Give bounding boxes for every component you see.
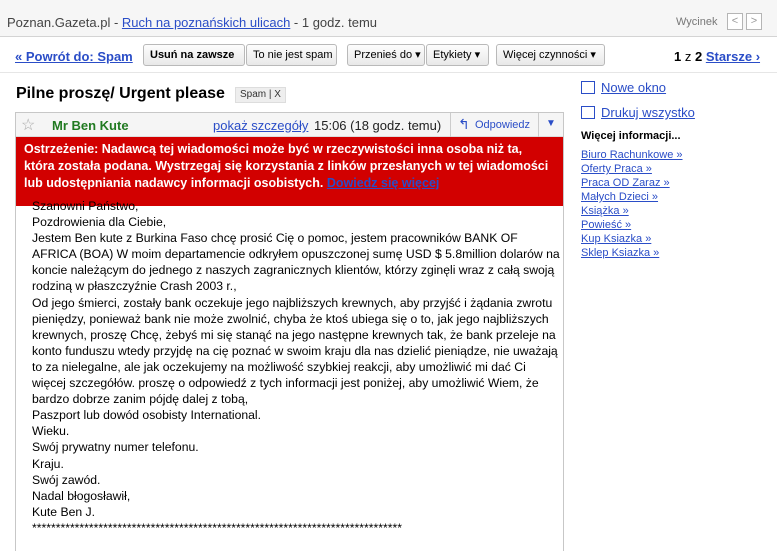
spam-label-chip[interactable]: Spam | X bbox=[235, 87, 286, 103]
print-all-label: Drukuj wszystko bbox=[601, 105, 695, 120]
sponsored-link[interactable]: Kup Ksiazka » bbox=[581, 233, 652, 245]
ad-separator: - bbox=[110, 15, 122, 30]
next-snippet-button[interactable]: > bbox=[746, 13, 762, 30]
more-info-title: Więcej informacji... bbox=[581, 130, 681, 142]
snippet-label: Wycinek bbox=[676, 16, 718, 28]
more-actions-button[interactable]: Więcej czynności ▾ bbox=[496, 44, 605, 66]
sponsored-link[interactable]: Biuro Rachunkowe » bbox=[581, 149, 683, 161]
back-to-spam-link[interactable]: « Powrót do: Spam bbox=[15, 49, 133, 64]
ad-site: Poznan.Gazeta.pl bbox=[7, 15, 111, 30]
message-subject: Pilne proszę/ Urgent please bbox=[16, 85, 225, 102]
scrollbar[interactable] bbox=[770, 73, 777, 551]
show-details-link[interactable]: pokaż szczegóły bbox=[213, 118, 309, 133]
toolbar bbox=[0, 37, 777, 73]
reply-arrow-icon: ↰ bbox=[458, 116, 470, 132]
ad-age: - 1 godz. temu bbox=[290, 15, 378, 30]
message-body: Szanowni Państwo, Pozdrowienia dla Ciebie, Jestem Ben kute z Burkina Faso chcę prosić Cię o pomoc, jestem pracowników BANK OF AFRICA (BOA) W moim departamencie odkryłem opuszczonej sumę USD $ 5.8million dolarów na koncie należącym do jednego z naszych zagranicznych klientów, którzy zginęli wraz z całą swoją rodziną w płaszczyźnie Crash 2003 r., Od jego śmierci, zostały bank oczekuje jego najbliższych krewnych, aby przyjść i żądania zwrotu pieniędzy, ponieważ bank nie może zwolnić, chyba że ktoś ubiega się o to, jak jego najbliższych krewnych, proszę Chcę, żebyś mi się stanąć na jego następne krewnych tak, że bank przeleje na konto funduszu wtedy przyjdę na cię poznać w swoim kraju dla nas dzielić pieniądze, nie uważają to za nielegalne, ale jak oczekujemy na możliwość szybkiej reakcji, aby umożliwić mi dać Ci więcej szczegółów. proszę o odpowiedź z tych informacji jest poniżej, aby umożliwić Wiem, że bardzo dobrze zanim pójdę dalej z tobą, Paszport lub dowód osobisty International. Wieku. Swój prywatny numer telefonu. Kraju. Swój zawód. Nadal błogosławił, Kute Ben J. ****************************************************************************** bbox=[32, 199, 560, 535]
sender-name: Mr Ben Kute bbox=[52, 118, 129, 133]
labels-button[interactable]: Etykiety ▾ bbox=[426, 44, 489, 66]
reply-label: Odpowiedz bbox=[475, 119, 531, 131]
ad-link[interactable]: Ruch na poznańskich ulicach bbox=[121, 15, 291, 30]
ad-text bbox=[7, 15, 377, 30]
sponsored-link[interactable]: Oferty Praca » bbox=[581, 163, 652, 175]
star-icon[interactable]: ☆ bbox=[21, 117, 36, 134]
message-card bbox=[15, 112, 564, 551]
new-window-icon bbox=[581, 81, 595, 94]
delete-forever-button[interactable]: Usuń na zawsze bbox=[143, 44, 245, 66]
message-header bbox=[16, 113, 563, 137]
sponsored-link[interactable]: Praca OD Zaraz » bbox=[581, 177, 670, 189]
chevron-down-icon: ▼ bbox=[546, 118, 556, 129]
pager-total: 2 bbox=[694, 49, 703, 64]
move-to-button[interactable]: Przenieś do ▾ bbox=[347, 44, 425, 66]
phishing-warning bbox=[16, 137, 563, 206]
older-link[interactable]: Starsze › bbox=[705, 49, 761, 64]
pager bbox=[674, 49, 760, 64]
pager-of: z bbox=[681, 49, 695, 64]
new-window-label: Nowe okno bbox=[601, 80, 667, 95]
learn-more-link[interactable]: Dowiedz się więcej bbox=[326, 176, 440, 190]
not-spam-button[interactable]: To nie jest spam bbox=[246, 44, 337, 66]
sponsored-links bbox=[581, 148, 683, 260]
ad-bar bbox=[0, 0, 777, 37]
pager-current: 1 bbox=[674, 49, 682, 64]
reply-options-dropdown[interactable] bbox=[538, 113, 563, 137]
new-window-action[interactable] bbox=[581, 80, 666, 98]
sponsored-link[interactable]: Sklep Ksiazka » bbox=[581, 247, 660, 259]
sponsored-link[interactable]: Powieść » bbox=[581, 219, 632, 231]
prev-snippet-button[interactable]: < bbox=[727, 13, 743, 30]
sponsored-link[interactable]: Małych Dzieci » bbox=[581, 191, 659, 203]
sponsored-link[interactable]: Książka » bbox=[581, 205, 629, 217]
message-time: 15:06 (18 godz. temu) bbox=[314, 118, 442, 133]
reply-button[interactable] bbox=[450, 113, 538, 137]
warning-text: Ostrzeżenie: Nadawcą tej wiadomości może być w rzeczywistości inna osoba niż ta, która została podana. Wystrzegaj się korzystania z linków przesłanych w tej wiadomości lub udostępniania nadawcy informacji osobistych. bbox=[24, 142, 549, 190]
printer-icon bbox=[581, 106, 595, 119]
print-all-action[interactable] bbox=[581, 105, 695, 123]
